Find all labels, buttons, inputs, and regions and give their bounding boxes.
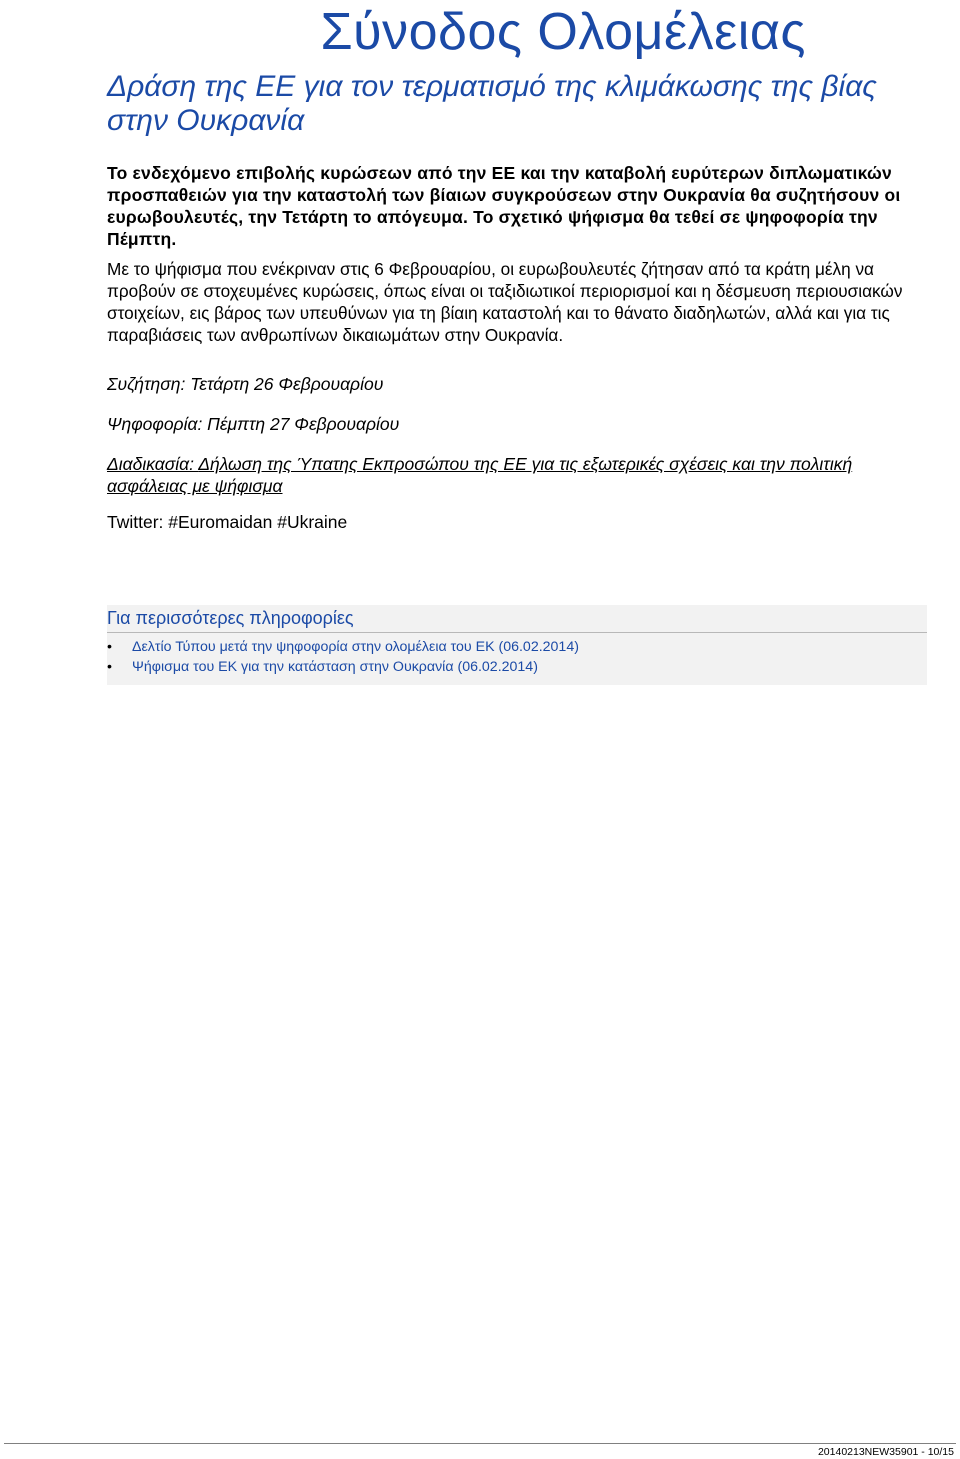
list-item bbox=[107, 657, 927, 677]
footer-reference: 20140213NEW35901 - 10/15 bbox=[817, 1446, 954, 1458]
procedure-label-link[interactable]: Διαδικασία: bbox=[107, 454, 199, 474]
more-info-box bbox=[107, 605, 927, 685]
vote-date: Ψηφοφορία: Πέμπτη 27 Φεβρουαρίου bbox=[107, 414, 400, 434]
debate-date: Συζήτηση: Τετάρτη 26 Φεβρουαρίου bbox=[107, 374, 384, 394]
bullet-icon: • bbox=[107, 639, 112, 655]
bullet-icon: • bbox=[107, 659, 112, 675]
article-title: Δράση της ΕΕ για τον τερματισμό της κλιμάκωσης της βίας στην Ουκρανία bbox=[107, 70, 877, 137]
press-release-link[interactable]: Δελτίο Τύπου μετά την ψηφοφορία στην ολομέλεια του ΕΚ (06.02.2014) bbox=[132, 639, 579, 655]
more-info-header: Για περισσότερες πληροφορίες bbox=[107, 605, 927, 633]
twitter-hashtags: Twitter: #Euromaidan #Ukraine bbox=[107, 512, 348, 532]
list-item bbox=[107, 637, 927, 657]
procedure-line bbox=[107, 453, 927, 497]
more-info-list bbox=[107, 633, 927, 677]
procedure-link[interactable]: Δήλωση της Ύπατης Εκπροσώπου της ΕΕ για τις εξωτερικές σχέσεις και την πολιτική ασφάλειας με ψήφισμα bbox=[107, 454, 853, 496]
resolution-link[interactable]: Ψήφισμα του ΕΚ για την κατάσταση στην Ουκρανία (06.02.2014) bbox=[132, 659, 538, 675]
page-title: Σύνοδος Ολομέλειας bbox=[320, 3, 806, 61]
article-body: Με το ψήφισμα που ενέκριναν στις 6 Φεβρουαρίου, οι ευρωβουλευτές ζήτησαν από τα κράτη μέλη να προβούν σε στοχευμένες κυρώσεις, όπως είναι οι ταξιδιωτικοί περιορισμοί και η δέσμευση περιουσιακών στοιχείων, εις βάρος των υπευθύνων για τη βίαιη καταστολή και το θάνατο διαδηλωτών, αλλά και για τις παραβιάσεις των ανθρωπίνων δικαιωμάτων στην Ουκρανία. bbox=[107, 259, 903, 345]
footer-divider bbox=[4, 1443, 956, 1444]
article-lead: Το ενδεχόμενο επιβολής κυρώσεων από την ΕΕ και την καταβολή ευρύτερων διπλωματικών προσπαθειών για την καταστολή των βίαιων συγκρούσεων στην Ουκρανία θα συζητήσουν οι ευρωβουλευτές, την Τετάρτη το απόγευμα. Το σχετικό ψήφισμα θα τεθεί σε ψηφοφορία την Πέμπτη. bbox=[107, 163, 901, 249]
